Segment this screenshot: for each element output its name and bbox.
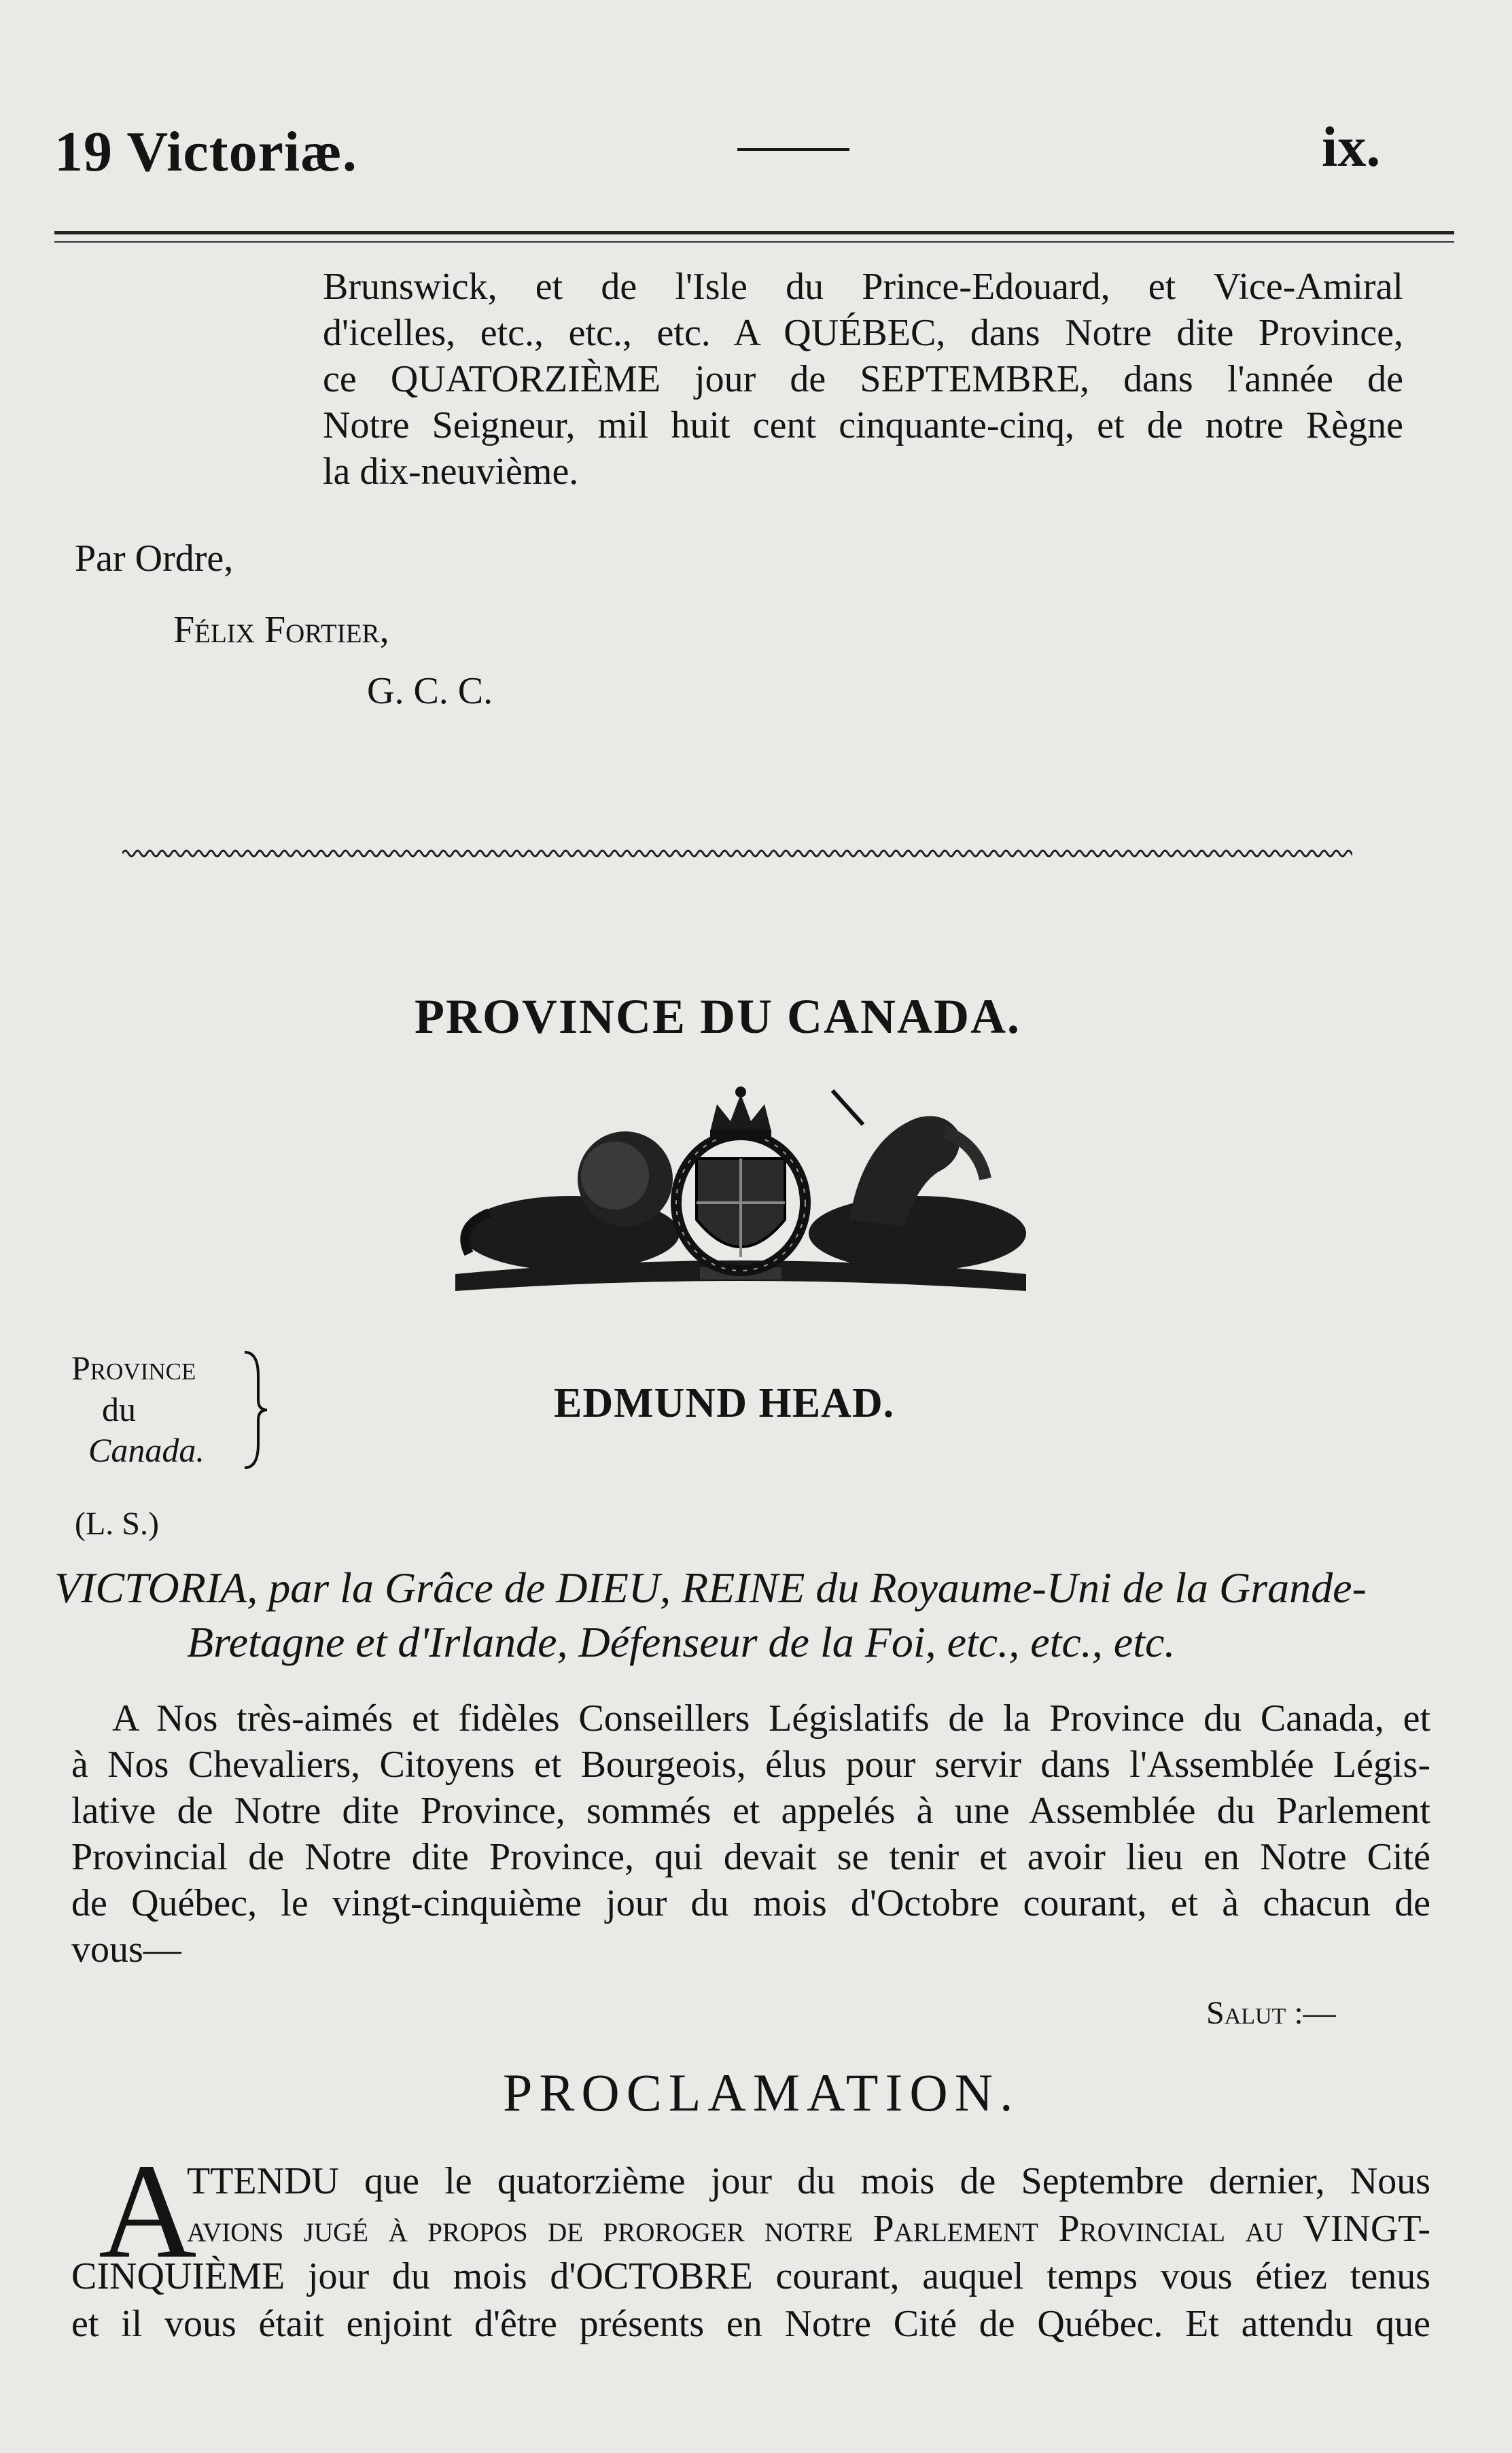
seal-mark: (L. S.) [75, 1506, 159, 1542]
continuation-line: la dix-neuvième. [323, 451, 579, 493]
address-line: A Nos très-aimés et fidèles Conseillers Législatifs de la Province du Canada, et [112, 1697, 1430, 1740]
continuation-line: Notre Seigneur, mil huit cent cinquante-cinq, et de notre Règne [323, 404, 1403, 446]
header-dash [737, 148, 849, 151]
proclamation-body-continued [71, 2253, 1430, 2348]
body-line: CINQUIÈME jour du mois d'OCTOBRE courant, auquel temps vous étiez tenus [71, 2255, 1430, 2297]
address-line: de Québec, le vingt-cinquième jour du mois d'Octobre courant, et à chacun de [71, 1882, 1430, 1924]
proclamation-body [187, 2157, 1430, 2253]
wavy-divider [122, 846, 1352, 861]
page-header-regnal-year: 19 Victoriæ. [54, 120, 357, 183]
body-line: TTENDU que le quatorzième jour du mois de Septembre dernier, Nous [187, 2160, 1430, 2202]
address-line: à Nos Chevaliers, Citoyens et Bourgeois, élus pour servir dans l'Assemblée Légis- [71, 1744, 1430, 1786]
royal-style-line-1: VICTORIA, par la Grâce de DIEU, REINE du Royaume-Uni de la Grande- [54, 1564, 1367, 1612]
address-line: lative de Notre dite Province, sommés et appelés à une Assemblée du Parlement [71, 1790, 1430, 1832]
address-paragraph [71, 1695, 1430, 1973]
salutation: Salut :— [1206, 1995, 1336, 2031]
proclamation-heading: PROCLAMATION. [503, 2063, 1020, 2122]
header-rule-thick [54, 231, 1454, 234]
margin-note-du: du [102, 1390, 136, 1428]
address-line: Provincial de Notre dite Province, qui devait se tenir et avoir lieu en Notre Cité [71, 1836, 1430, 1878]
body-line: et il vous était enjoint d'être présents en Notre Cité de Québec. Et attendu que [71, 2303, 1430, 2345]
margin-note-province: Province [71, 1349, 196, 1387]
right-brace-icon [241, 1349, 268, 1471]
signatory-name: Félix Fortier, [173, 609, 389, 651]
royal-coat-of-arms-icon [442, 1077, 1040, 1308]
continuation-line: d'icelles, etc., etc., etc. A QUÉBEC, dans Notre dite Province, [323, 312, 1403, 354]
margin-note-canada: Canada. [88, 1431, 205, 1469]
governor-name: EDMUND HEAD. [554, 1380, 895, 1426]
drop-cap: A [99, 2136, 197, 2287]
par-ordre: Par Ordre, [75, 537, 234, 580]
address-line: vous— [71, 1928, 181, 1971]
page-number: ix. [1322, 116, 1381, 179]
header-rule-thin [54, 241, 1454, 243]
continuation-line: Brunswick, et de l'Isle du Prince-Edouard, et Vice-Amiral [323, 266, 1403, 308]
signatory-title: G. C. C. [367, 670, 493, 712]
royal-style-line-2: Bretagne et d'Irlande, Défenseur de la Foi, etc., etc., etc. [187, 1618, 1176, 1666]
continuation-line: ce QUATORZIÈME jour de SEPTEMBRE, dans l'année de [323, 358, 1403, 400]
body-line: avions jugé à propos de proroger notre Parlement Provincial au VINGT- [187, 2208, 1430, 2250]
province-title: PROVINCE DU CANADA. [415, 989, 1021, 1044]
